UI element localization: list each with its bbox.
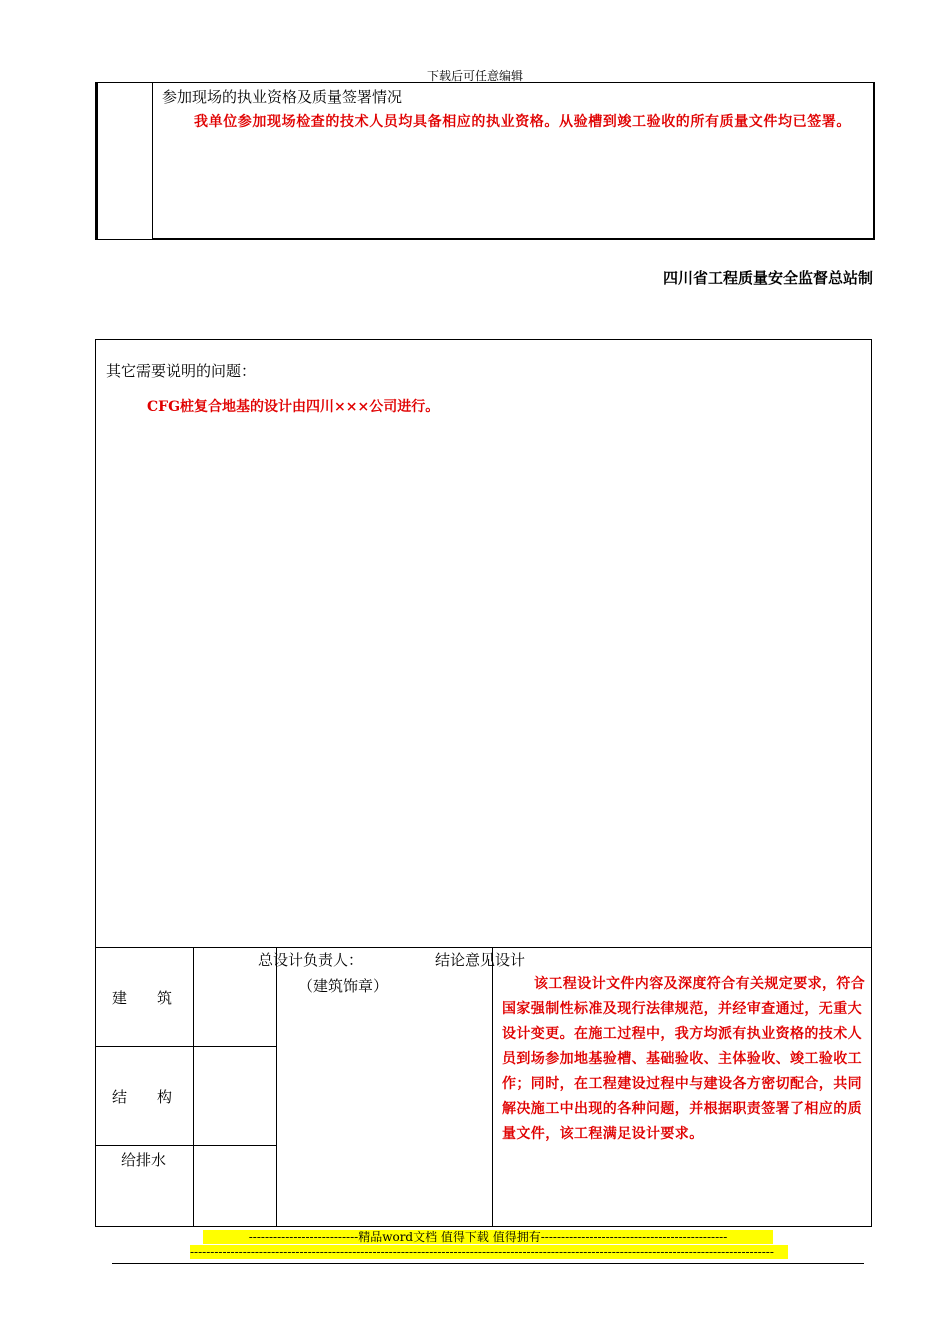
- other-issues-body: CFG桩复合地基的设计由四川×××公司进行。: [147, 399, 440, 415]
- header-note: 下载后可任意编辑: [426, 69, 523, 83]
- top-section-title: 参加现场的执业资格及质量签署情况: [162, 88, 403, 106]
- column-divider: [152, 83, 153, 239]
- discipline-architecture: 建 筑: [112, 989, 173, 1007]
- discipline-plumbing: 给排水: [121, 1151, 167, 1169]
- seal-label: （建筑饰章）: [298, 977, 389, 995]
- column-divider: [193, 947, 194, 1227]
- conclusion-title: 结论意见设计: [435, 951, 526, 969]
- column-divider: [492, 947, 493, 1227]
- row-divider: [95, 947, 872, 948]
- footer-banner-line2: ------------------------------------------------------------------------------------------------------------------------------------------------: [190, 1245, 788, 1259]
- table-border: [153, 238, 875, 240]
- organization-name: 四川省工程质量安全监督总站制: [662, 269, 873, 287]
- row-divider: [95, 1046, 276, 1047]
- row-divider: [95, 1145, 276, 1146]
- responsible-person-label: 总设计负责人：: [258, 951, 364, 969]
- other-issues-label: 其它需要说明的问题：: [106, 362, 257, 380]
- table-border: [873, 83, 875, 239]
- column-divider: [276, 947, 277, 1227]
- table-border: [96, 83, 98, 239]
- footer-rule: [112, 1263, 864, 1264]
- top-section-body: 我单位参加现场检查的技术人员均具备相应的执业资格。从验槽到竣工验收的所有质量文件均已签署。: [194, 114, 851, 130]
- discipline-structure: 结 构: [112, 1088, 173, 1106]
- conclusion-body: 该工程设计文件内容及深度符合有关规定要求，符合国家强制性标准及现行法律规范，并经审查通过，无重大设计变更。在施工过程中，我方均派有执业资格的技术人员到场参加地基验槽、基础验收、主体验收、竣工验收工作；同时，在工程建设过程中与建设各方密切配合，共同解决施工中出现的各种问题，并根据职责签署了相应的质量文件，该工程满足设计要求。: [502, 976, 866, 1142]
- footer-banner-line1: ---------------------------精品word文档 值得下载 值得拥有----------------------------------------------: [203, 1230, 773, 1244]
